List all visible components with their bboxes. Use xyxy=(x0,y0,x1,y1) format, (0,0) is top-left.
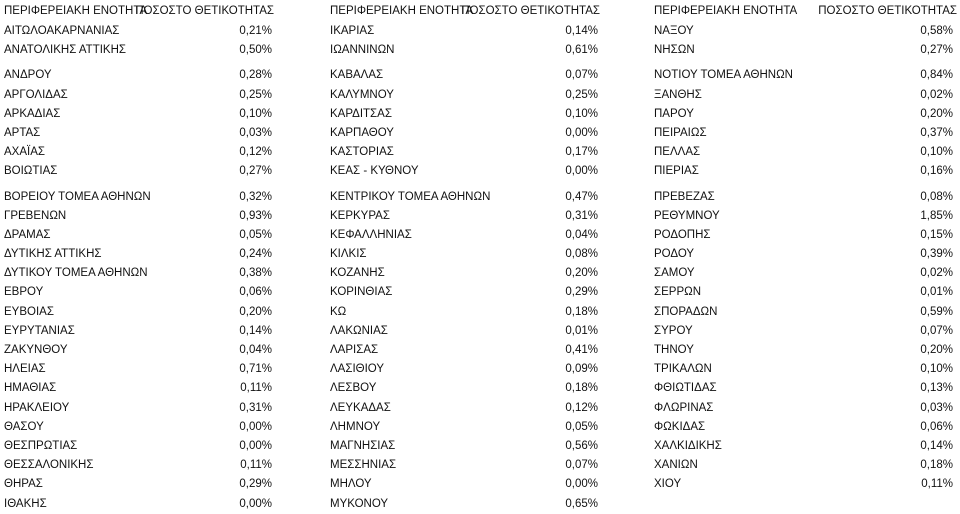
table-row xyxy=(330,283,600,302)
region-name: ΣΑΜΟΥ xyxy=(654,267,695,280)
region-name: ΘΕΣΣΑΛΟΝΙΚΗΣ xyxy=(4,459,94,472)
positivity-value: 0,14% xyxy=(239,324,272,337)
positivity-value: 0,12% xyxy=(239,146,272,159)
region-name: ΡΟΔΟΠΗΣ xyxy=(654,228,711,241)
table-row xyxy=(654,162,957,181)
region-name: ΝΗΣΩΝ xyxy=(654,44,695,57)
region-name: ΙΩΑΝΝΙΝΩΝ xyxy=(330,44,395,57)
region-name: ΒΟΙΩΤΙΑΣ xyxy=(4,165,58,178)
table-row xyxy=(654,66,957,85)
positivity-value: 0,00% xyxy=(565,126,598,139)
region-name: ΓΡΕΒΕΝΩΝ xyxy=(4,209,67,222)
region-name: ΘΗΡΑΣ xyxy=(4,478,43,491)
table-row xyxy=(4,245,274,264)
positivity-value: 0,25% xyxy=(565,88,598,101)
region-name: ΣΕΡΡΩΝ xyxy=(654,286,702,299)
table-row xyxy=(654,322,957,341)
positivity-value: 0,37% xyxy=(920,126,953,139)
positivity-value: 0,14% xyxy=(920,439,953,452)
region-name: ΑΡΚΑΔΙΑΣ xyxy=(4,107,61,120)
positivity-value: 0,58% xyxy=(920,25,953,37)
table-row xyxy=(4,456,274,475)
positivity-value: 0,00% xyxy=(565,165,598,178)
region-name: ΛΑΚΩΝΙΑΣ xyxy=(330,324,388,337)
region-name: ΡΕΘΥΜΝΟΥ xyxy=(654,209,720,222)
column-header xyxy=(4,0,274,22)
region-name: ΠΕΛΛΑΣ xyxy=(654,146,701,159)
positivity-value: 0,59% xyxy=(920,305,953,318)
region-name: ΞΑΝΘΗΣ xyxy=(654,88,702,101)
region-name: ΧΙΟΥ xyxy=(654,478,682,491)
table-row xyxy=(4,341,274,360)
table-row xyxy=(4,207,274,226)
region-name: ΔΥΤΙΚΗΣ ΑΤΤΙΚΗΣ xyxy=(4,248,102,261)
positivity-value: 0,29% xyxy=(239,478,272,491)
table-row xyxy=(330,22,600,41)
table-row xyxy=(330,226,600,245)
positivity-value: 0,07% xyxy=(920,324,953,337)
region-name: ΡΟΔΟΥ xyxy=(654,248,695,261)
region-name: ΠΑΡΟΥ xyxy=(654,107,694,120)
region-name: ΧΑΝΙΩΝ xyxy=(654,459,698,472)
table-row xyxy=(654,105,957,124)
table-row xyxy=(654,379,957,398)
positivity-value: 0,25% xyxy=(239,88,272,101)
positivity-value: 0,01% xyxy=(920,286,953,299)
table-row xyxy=(4,86,274,105)
table-row xyxy=(330,322,600,341)
region-name: ΘΑΣΟΥ xyxy=(4,420,44,433)
table-row xyxy=(4,418,274,437)
table-row xyxy=(330,437,600,456)
table-row xyxy=(654,22,957,41)
region-name: ΕΒΡΟΥ xyxy=(4,286,44,299)
table-row xyxy=(4,495,274,514)
region-name: ΚΩ xyxy=(330,305,347,318)
positivity-value: 0,14% xyxy=(565,25,598,37)
region-name: ΠΡΕΒΕΖΑΣ xyxy=(654,190,715,203)
region-name: ΑΧΑΪΑΣ xyxy=(4,146,45,159)
table-row xyxy=(654,418,957,437)
region-name: ΚΕΝΤΡΙΚΟΥ ΤΟΜΕΑ ΑΘΗΝΩΝ xyxy=(330,190,491,203)
positivity-value: 0,05% xyxy=(239,228,272,241)
region-name: ΑΡΓΟΛΙΔΑΣ xyxy=(4,88,68,101)
region-name: ΤΡΙΚΑΛΩΝ xyxy=(654,363,712,376)
positivity-value: 0,03% xyxy=(239,126,272,139)
table-row xyxy=(330,475,600,494)
table-row xyxy=(4,124,274,143)
table-row xyxy=(330,399,600,418)
region-name: ΚΑΛΥΜΝΟΥ xyxy=(330,88,394,101)
table-row xyxy=(330,124,600,143)
table-row xyxy=(4,143,274,162)
region-name: ΙΘΑΚΗΣ xyxy=(4,497,47,510)
positivity-value: 0,00% xyxy=(239,497,272,510)
table-row xyxy=(330,456,600,475)
region-name: ΚΑΒΑΛΑΣ xyxy=(330,69,384,82)
positivity-value: 0,31% xyxy=(565,209,598,222)
column-header xyxy=(330,0,600,22)
positivity-value: 0,20% xyxy=(920,107,953,120)
positivity-value: 0,09% xyxy=(565,363,598,376)
table-row xyxy=(654,143,957,162)
region-name: ΝΟΤΙΟΥ ΤΟΜΕΑ ΑΘΗΝΩΝ xyxy=(654,69,793,82)
table-row xyxy=(330,66,600,85)
positivity-value: 0,47% xyxy=(565,190,598,203)
table-row xyxy=(4,66,274,85)
table-row xyxy=(4,22,274,41)
table-row xyxy=(330,188,600,207)
positivity-value: 0,04% xyxy=(239,344,272,356)
positivity-value: 0,20% xyxy=(920,344,953,356)
region-name: ΛΕΥΚΑΔΑΣ xyxy=(330,401,391,414)
header-region-unit: ΠΕΡΙΦΕΡΕΙΑΚΗ ΕΝΟΤΗΤΑ xyxy=(4,5,148,17)
table-row xyxy=(654,124,957,143)
region-name: ΔΡΑΜΑΣ xyxy=(4,228,51,241)
table-row xyxy=(330,162,600,181)
table-row xyxy=(4,226,274,245)
region-name: ΧΑΛΚΙΔΙΚΗΣ xyxy=(654,439,722,452)
table-row xyxy=(330,418,600,437)
positivity-value: 0,20% xyxy=(239,305,272,318)
region-name: ΛΑΣΙΘΙΟΥ xyxy=(330,363,385,376)
table-row xyxy=(654,264,957,283)
table-row xyxy=(654,399,957,418)
table-row xyxy=(654,360,957,379)
region-name: ΦΩΚΙΔΑΣ xyxy=(654,420,706,433)
positivity-value: 0,39% xyxy=(920,248,953,261)
region-name: ΛΑΡΙΣΑΣ xyxy=(330,344,379,356)
region-name: ΣΠΟΡΑΔΩΝ xyxy=(654,305,718,318)
positivity-value: 0,31% xyxy=(239,401,272,414)
positivity-value: 0,01% xyxy=(565,324,598,337)
positivity-value: 0,28% xyxy=(239,69,272,82)
positivity-value: 0,13% xyxy=(920,382,953,395)
region-name: ΕΥΒΟΙΑΣ xyxy=(4,305,54,318)
positivity-value: 0,08% xyxy=(565,248,598,261)
column-header xyxy=(654,0,957,22)
positivity-value: 0,00% xyxy=(239,439,272,452)
positivity-value: 0,06% xyxy=(920,420,953,433)
positivity-value: 0,07% xyxy=(565,69,598,82)
region-name: ΚΙΛΚΙΣ xyxy=(330,248,367,261)
positivity-value: 0,24% xyxy=(239,248,272,261)
table-row xyxy=(330,264,600,283)
region-name: ΑΡΤΑΣ xyxy=(4,126,41,139)
region-name: ΚΑΡΠΑΘΟΥ xyxy=(330,126,394,139)
table-row xyxy=(4,41,274,60)
table-row xyxy=(4,475,274,494)
table-column-2 xyxy=(330,0,600,514)
positivity-value: 0,93% xyxy=(239,209,272,222)
table-row xyxy=(4,105,274,124)
header-positivity-rate: ΠΟΣΟΣΤΟ ΘΕΤΙΚΟΤΗΤΑΣ xyxy=(818,5,957,17)
table-row xyxy=(654,475,957,494)
table-row xyxy=(654,226,957,245)
region-name: ΤΗΝΟΥ xyxy=(654,344,694,356)
table-row xyxy=(330,379,600,398)
table-row xyxy=(330,105,600,124)
region-name: ΙΚΑΡΙΑΣ xyxy=(330,25,375,37)
region-name: ΠΙΕΡΙΑΣ xyxy=(654,165,699,178)
region-name: ΔΥΤΙΚΟΥ ΤΟΜΕΑ ΑΘΗΝΩΝ xyxy=(4,267,148,280)
table-row xyxy=(654,188,957,207)
table-row xyxy=(654,283,957,302)
table-row xyxy=(4,264,274,283)
table-row xyxy=(654,245,957,264)
table-row xyxy=(330,360,600,379)
table-row xyxy=(654,303,957,322)
region-name: ΚΕΦΑΛΛΗΝΙΑΣ xyxy=(330,228,412,241)
table-row xyxy=(4,379,274,398)
region-name: ΚΑΡΔΙΤΣΑΣ xyxy=(330,107,392,120)
positivity-value: 0,20% xyxy=(565,267,598,280)
table-column-3 xyxy=(654,0,957,495)
positivity-value: 0,27% xyxy=(239,165,272,178)
positivity-value: 0,06% xyxy=(239,286,272,299)
table-row xyxy=(330,341,600,360)
positivity-value: 0,38% xyxy=(239,267,272,280)
region-name: ΗΛΕΙΑΣ xyxy=(4,363,46,376)
region-name: ΜΥΚΟΝΟΥ xyxy=(330,497,389,510)
positivity-value: 0,41% xyxy=(565,344,598,356)
table-row xyxy=(330,207,600,226)
region-name: ΦΘΙΩΤΙΔΑΣ xyxy=(654,382,717,395)
positivity-value: 1,85% xyxy=(920,209,953,222)
region-name: ΣΥΡΟΥ xyxy=(654,324,693,337)
region-name: ΠΕΙΡΑΙΩΣ xyxy=(654,126,707,139)
positivity-value: 0,11% xyxy=(921,478,953,491)
table-row xyxy=(654,437,957,456)
positivity-value: 0,02% xyxy=(920,267,953,280)
header-positivity-rate: ΠΟΣΟΣΤΟ ΘΕΤΙΚΟΤΗΤΑΣ xyxy=(135,5,274,17)
region-name: ΦΛΩΡΙΝΑΣ xyxy=(654,401,714,414)
region-name: ΑΝΔΡΟΥ xyxy=(4,69,52,82)
table-row xyxy=(330,245,600,264)
positivity-value: 0,84% xyxy=(920,69,953,82)
positivity-value: 0,65% xyxy=(565,497,598,510)
positivity-value: 0,03% xyxy=(920,401,953,414)
positivity-value: 0,08% xyxy=(920,190,953,203)
positivity-value: 0,29% xyxy=(565,286,598,299)
positivity-value: 0,00% xyxy=(239,420,272,433)
table-row xyxy=(4,322,274,341)
positivity-value: 0,10% xyxy=(920,146,953,159)
positivity-value: 0,05% xyxy=(565,420,598,433)
header-region-unit: ΠΕΡΙΦΕΡΕΙΑΚΗ ΕΝΟΤΗΤΑ xyxy=(654,5,798,17)
positivity-value: 0,18% xyxy=(565,382,598,395)
region-name: ΜΕΣΣΗΝΙΑΣ xyxy=(330,459,397,472)
table-row xyxy=(4,399,274,418)
region-name: ΗΜΑΘΙΑΣ xyxy=(4,382,57,395)
region-name: ΖΑΚΥΝΘΟΥ xyxy=(4,344,68,356)
region-name: ΝΑΞΟΥ xyxy=(654,25,694,37)
table-row xyxy=(654,341,957,360)
region-name: ΚΟΖΑΝΗΣ xyxy=(330,267,385,280)
region-name: ΚΑΣΤΟΡΙΑΣ xyxy=(330,146,394,159)
header-region-unit: ΠΕΡΙΦΕΡΕΙΑΚΗ ΕΝΟΤΗΤΑ xyxy=(330,5,474,17)
header-positivity-rate: ΠΟΣΟΣΤΟ ΘΕΤΙΚΟΤΗΤΑΣ xyxy=(461,5,600,17)
table-row xyxy=(4,188,274,207)
positivity-value: 0,18% xyxy=(565,305,598,318)
positivity-value: 0,00% xyxy=(565,478,598,491)
positivity-value: 0,04% xyxy=(565,228,598,241)
region-name: ΗΡΑΚΛΕΙΟΥ xyxy=(4,401,70,414)
region-name: ΚΟΡΙΝΘΙΑΣ xyxy=(330,286,393,299)
table-row xyxy=(654,456,957,475)
table-row xyxy=(654,41,957,60)
positivity-value: 0,12% xyxy=(565,401,598,414)
positivity-value: 0,07% xyxy=(565,459,598,472)
region-name: ΜΗΛΟΥ xyxy=(330,478,372,491)
table-row xyxy=(330,86,600,105)
positivity-value: 0,11% xyxy=(240,382,272,395)
table-row xyxy=(4,283,274,302)
table-row xyxy=(4,360,274,379)
table-row xyxy=(330,41,600,60)
region-name: ΑΝΑΤΟΛΙΚΗΣ ΑΤΤΙΚΗΣ xyxy=(4,44,127,57)
positivity-value: 0,32% xyxy=(239,190,272,203)
positivity-value: 0,61% xyxy=(565,44,598,57)
positivity-value: 0,50% xyxy=(239,44,272,57)
positivity-value: 0,27% xyxy=(920,44,953,57)
positivity-value: 0,71% xyxy=(239,363,272,376)
region-name: ΑΙΤΩΛΟΑΚΑΡΝΑΝΙΑΣ xyxy=(4,25,120,37)
region-name: ΛΕΣΒΟΥ xyxy=(330,382,377,395)
region-name: ΜΑΓΝΗΣΙΑΣ xyxy=(330,439,396,452)
region-name: ΒΟΡΕΙΟΥ ΤΟΜΕΑ ΑΘΗΝΩΝ xyxy=(4,190,151,203)
positivity-value: 0,10% xyxy=(239,107,272,120)
positivity-value: 0,15% xyxy=(920,228,953,241)
region-name: ΘΕΣΠΡΩΤΙΑΣ xyxy=(4,439,78,452)
positivity-value: 0,11% xyxy=(240,459,272,472)
positivity-value: 0,56% xyxy=(565,439,598,452)
table-row xyxy=(654,207,957,226)
positivity-value: 0,16% xyxy=(920,165,953,178)
table-row xyxy=(654,86,957,105)
positivity-value: 0,18% xyxy=(920,459,953,472)
positivity-value: 0,02% xyxy=(920,88,953,101)
positivity-value: 0,21% xyxy=(239,25,272,37)
table-column-1 xyxy=(4,0,274,514)
positivity-value: 0,17% xyxy=(565,146,598,159)
table-row xyxy=(330,143,600,162)
positivity-value: 0,10% xyxy=(920,363,953,376)
table-row xyxy=(4,162,274,181)
table-row xyxy=(4,303,274,322)
region-name: ΕΥΡΥΤΑΝΙΑΣ xyxy=(4,324,75,337)
positivity-value: 0,10% xyxy=(565,107,598,120)
table-row xyxy=(330,495,600,514)
region-name: ΚΕΡΚΥΡΑΣ xyxy=(330,209,390,222)
region-name: ΛΗΜΝΟΥ xyxy=(330,420,381,433)
table-row xyxy=(4,437,274,456)
table-row xyxy=(330,303,600,322)
region-name: ΚΕΑΣ - ΚΥΘΝΟΥ xyxy=(330,165,419,178)
